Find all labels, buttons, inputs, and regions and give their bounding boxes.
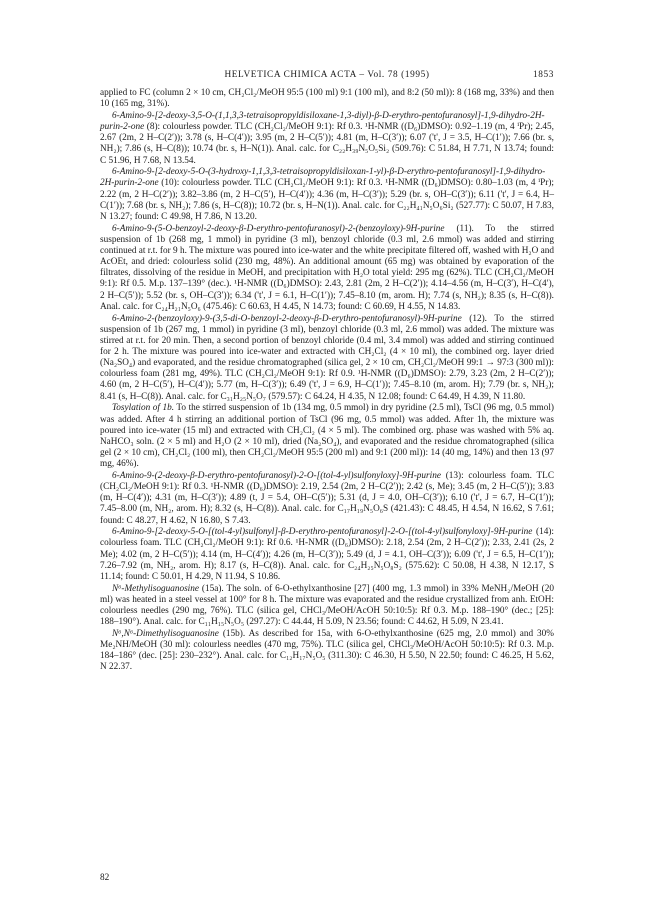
compound-title: N⁶,N⁶-Dimethylisoguanosine [112, 628, 219, 639]
paragraph [100, 111, 554, 167]
paragraph [100, 471, 554, 527]
paragraph-text: (11). To the stirred suspension of 1b (268 mg, 1 mmol) in pyridine (3 ml), benzoyl chloride (0.3 ml, 2.6 mmol) was added and stirring continued at r.t. for 9 h. The mixture was poured into ice-water and the white precipitate filtered off, washed with H₂O and AcOEt, and dried: colourless solid (230 mg, 48%). An additional amount (65 mg) was obtained by evaporation of the filtrates, dissolving of the residue in MeOH, and precipitation with H₂O total yield: 295 mg (62%). TLC (CH₂Cl₂/MeOH 9:1): Rf 0.5. M.p. 137–139° (dec.). ¹H-NMR ((D₆)DMSO): 2.43, 2.81 (2m, 2 H–C(2′)); 4.14–4.56 (m, H–C(3′), H–C(4′), 2 H–C(5′)); 5.52 (br. s, OH–C(3′)); 6.34 ('t', J = 6.1, H–C(1′)); 7.45–8.10 (m, arom. H); 7.74 (s, NH₂); 8.35 (s, H–C(8)). Anal. calc. for C₂₄H₂₁N₅O₆ (475.46): C 60.63, H 4.45, N 14.73; found: C 60.69, H 4.55, N 14.83. [100, 223, 554, 312]
procedure-title: Tosylation of 1b. [112, 403, 175, 414]
paragraph [100, 88, 554, 110]
compound-title: 6-Amino-9-(5-O-benzoyl-2-deoxy-β-D-erythro-pentofuranosyl)-2-(benzoyloxy)-9H-purine [112, 223, 445, 234]
page-number: 1853 [533, 70, 554, 80]
experimental-section [100, 88, 554, 673]
folio-number: 82 [100, 873, 110, 883]
page-footer [100, 873, 109, 883]
paragraph-text: (12). To the stirred suspension of 1b (267 mg, 1 mmol) in pyridine (3 ml), benzoyl chloride (0.3 ml, 2.6 mmol) was added. The mixture was stirred at r.t. for 20 min. Then, a second portion of benzoyl chloride (0.4 ml, 3.4 mmol) was added and stirring continued for 2 h. The mixture was poured into ice-water and extracted with CH₂Cl₂ (4 × 10 ml), the combined org. layer dried (Na₂SO₄) and evaporated, and the residue chromatographed (silica gel, 2 × 10 cm, CH₂Cl₂/MeOH 99:1 → 97:3 (300 ml)): colourless foam (281 mg, 49%). TLC (CH₂Cl₂/MeOH 9:1): Rf 0.9. ¹H-NMR ((D₆)DMSO): 2.79, 3.23 (2m, 2 H–C(2′)); 4.60 (m, 2 H–C(5′), H–C(4′)); 5.77 (m, H–C(3′)); 6.49 ('t', J = 6.9, H–C(1′)); 7.45–8.10 (m, arom. H); 7.79 (br. s, NH₂); 8.41 (s, H–C(8)). Anal. calc. for C₃₁H₂₅N₅O₇ (579.57): C 64.24, H 4.35, N 12.08; found: C 64.49, H 4.39, N 11.80. [100, 313, 554, 402]
compound-title: 6-Amino-9-[2-deoxy-3,5-O-(1,1,3,3-tetraisopropyldisiloxane-1,3-diyl)-β-D-erythro-pentofuranosyl]-1,9-dihydro-2H-purin-2-one [100, 110, 545, 133]
compound-title: N⁶-Methylisoguanosine [112, 583, 199, 594]
compound-title: 6-Amino-9-[2-deoxy-5-O-[(tol-4-yl)sulfonyl]-β-D-erythro-pentofuranosyl]-2-O-[(tol-4-yl)sulfonyloxy]-9H-purine [112, 527, 533, 538]
paragraph [100, 527, 554, 583]
paragraph-text: (15a). The soln. of 6-O-ethylxanthosine [27] (400 mg, 1.3 mmol) in 33% MeNH₂/MeOH (20 ml) was heated in a steel vessel at 100° for 8 h. The mixture was evaporated and the residue crystallized from anh. EtOH: colourless needles (290 mg, 76%). TLC (silica gel, CHCl₃/MeOH/AcOH 50:10:5): Rf 0.3. M.p. 188–190° (dec.; [25]: 188–190°). Anal. calc. for C₁₁H₁₅N₅O₅ (297.27): C 44.44, H 5.09, N 23.56; found: C 44.62, H 5.09, N 23.41. [100, 583, 554, 628]
paragraph-text: (13): colourless foam. TLC (CH₂Cl₂/MeOH 9:1): Rf 0.3. ¹H-NMR ((D₆)DMSO): 2.19, 2.54 (2m, 2 H–C(2′)); 2.42 (s, Me); 3.45 (m, 2 H–C(5′)); 3.83 (m, H–C(4′)); 4.31 (m, H–C(3′)); 4.89 (t, J = 5.4, OH–C(5′)); 5.31 (d, J = 4.0, OH–C(3′)); 6.10 ('t', J = 6.7, H–C(1′)); 7.45–8.00 (m, NH₂, arom. H); 8.32 (s, H–C(8)). Anal. calc. for C₁₇H₁₉N₅O₆S (421.43): C 48.45, H 4.54, N 16.62, S 7.61; found: C 48.27, H 4.62, N 16.80, S 7.43. [100, 470, 554, 526]
compound-title: 6-Amino-9-(2-deoxy-β-D-erythro-pentofuranosyl)-2-O-[(tol-4-yl)sulfonyloxy]-9H-purine [112, 470, 441, 481]
paragraph [100, 629, 554, 674]
compound-title: 6-Amino-9-[2-deoxy-5-O-(3-hydroxy-1,1,3,3-tetraisopropyldisiloxan-1-yl)-β-D-erythro-pentofuranosyl]-1,9-dihydro-2H-purin-2-one [100, 167, 546, 189]
compound-title: 6-Amino-2-(benzoyloxy)-9-(3,5-di-O-benzoyl-2-deoxy-β-D-erythro-pentofuranosyl)-9H-purine [112, 313, 462, 324]
running-header [100, 70, 554, 84]
paragraph-text: To the stirred suspension of 1b (134 mg, 0.5 mmol) in dry pyridine (2.5 ml), TsCl (96 mg, 0.5 mmol) was added. After 4 h stirring an additional portion of TsCl (96 mg, 0.5 mmol) was added. After 1h, the mixture was poured into ice-water (15 ml) and extracted with CH₂Cl₂ (4 × 5 ml). The combined org. phase was washed with 5% aq. NaHCO₃ soln. (2 × 5 ml) and H₂O (2 × 10 ml), dried (Na₂SO₄), and evaporated and the residue chromatographed (silica gel (2 × 10 cm), CH₂Cl₂ (100 ml), then CH₂Cl₂/MeOH 95:5 (200 ml) and 9:1 (200 ml)): 14 (40 mg, 14%) and then 13 (97 mg, 46%). [100, 403, 554, 470]
paragraph-text: applied to FC (column 2 × 10 cm, CH₂Cl₂/MeOH 95:5 (100 ml) 9:1 (100 ml), and 8:2 (50 ml)): 8 (168 mg, 33%) and then 10 (165 mg, 31%). [100, 88, 554, 110]
paragraph-text: (15b). As described for 15a, with 6-O-ethylxanthosine (625 mg, 2.0 mmol) and 30% Me₂NH/MeOH (30 ml): colourless needles (470 mg, 75%). TLC (silica gel, CHCl₃/MeOH/AcOH 50:10:5): Rf 0.3. M.p. 184–186° (dec. [25]: 230–232°). Anal. calc. for C₁₂H₁₇N₅O₅ (311.30): C 46.30, H 5.50, N 22.50; found: C 46.25, H 5.62, N 22.37. [100, 628, 554, 673]
paragraph-text: (8): colourless powder. TLC (CH₂Cl₂/MeOH 9:1): Rf 0.3. ¹H-NMR ((D₆)DMSO): 0.92–1.19 (m, 4 ⁱPr); 2.45, 2.67 (2m, 2 H–C(2′)); 3.78 (s, H–C(4′)); 3.95 (m, 2 H–C(5′)); 4.81 (m, H–C(3′)); 6.07 ('t', J = 3.5, H–C(1′)); 7.66 (br. s, NH₂); 7.86 (s, H–C(8)); 10.74 (br. s, H–N(1)). Anal. calc. for C₂₂H₃₉N₅O₅Si₂ (509.76): C 51.84, H 7.71, N 13.74; found: C 51.96, H 7.68, N 13.54. [100, 122, 554, 166]
paragraph-text: (10): colourless powder. TLC (CH₂Cl₂/MeOH 9:1): Rf 0.3. ¹H-NMR ((D₆)DMSO): 0.80–1.03 (m, 4 ⁱPr); 2.22 (m, 2 H–C(2′)); 3.82–3.86 (m, 2 H–C(5′), H–C(4′)); 4.36 (m, H–C(3′)); 5.29 (br. s, OH–C(3′)); 6.11 ('t', J = 6.4, H–C(1′)); 7.68 (br. s, NH₂); 7.86 (s, H–C(8)); 10.72 (br. s, H–N(1)). Anal. calc. for C₂₂H₄₁N₅O₆Si₂ (527.77): C 50.07, H 7.83, N 13.27; found: C 49.98, H 7.86, N 13.20. [100, 178, 554, 222]
paragraph-text: (14): colourless foam. TLC (CH₂Cl₂/MeOH 9:1): Rf 0.6. ¹H-NMR ((D₆)DMSO): 2.18, 2.54 (2m, 2 H–C(2′)); 2.33, 2.41 (2s, 2 Me); 4.02 (m, 2 H–C(5′)); 4.14 (m, H–C(4′)); 4.26 (m, H–C(3′)); 5.49 (d, J = 4.1, OH–C(3′)); 6.09 ('t', J = 6.5, H–C(1′)); 7.26–7.92 (m, NH₂, arom. H); 8.17 (s, H–C(8)). Anal. calc. for C₂₄H₂₅N₅O₈S₂ (575.62): C 50.08, H 4.38, N 12.17, S 11.14; found: C 50.01, H 4.29, N 11.94, S 10.86. [100, 527, 554, 582]
paragraph [100, 224, 554, 313]
paragraph [100, 167, 554, 223]
paragraph [100, 314, 554, 403]
paragraph [100, 403, 554, 470]
running-title: HELVETICA CHIMICA ACTA – Vol. 78 (1995) [224, 70, 430, 80]
paragraph [100, 584, 554, 629]
